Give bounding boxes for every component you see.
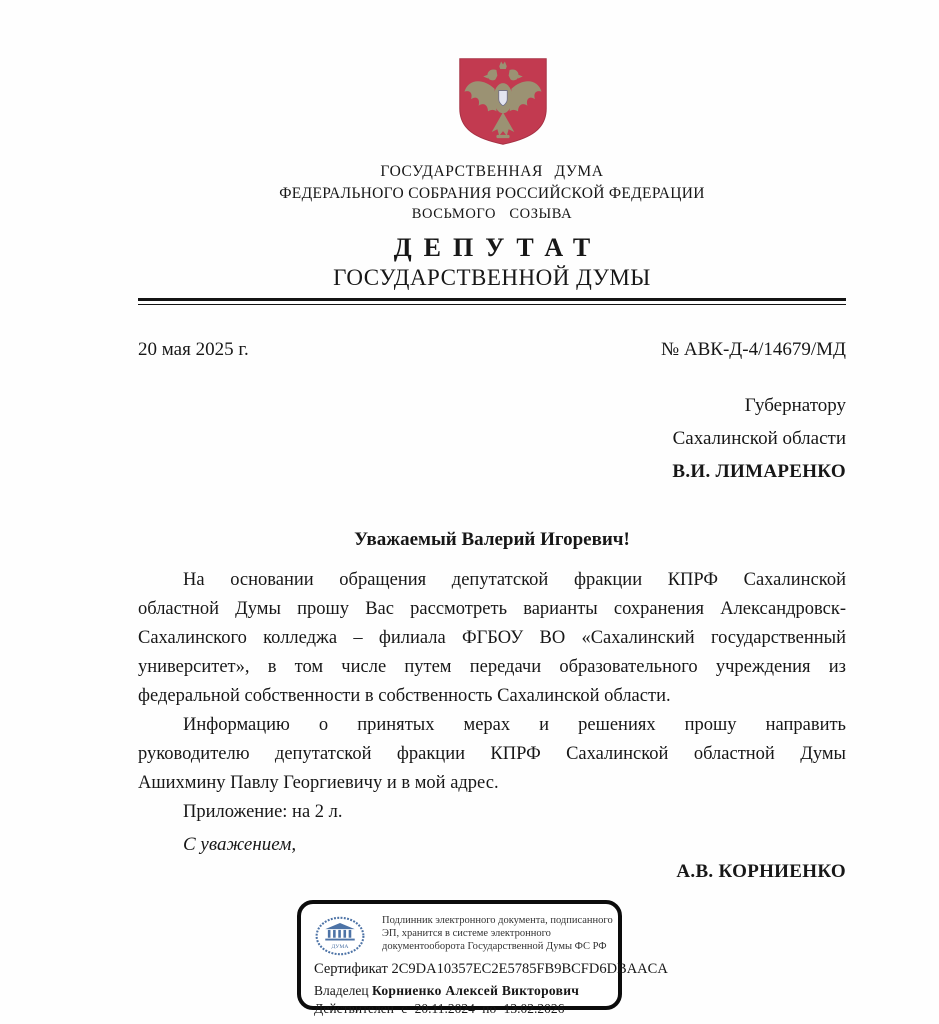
stamp-info-line: ЭП, хранится в системе электронного (382, 927, 551, 939)
stamp-info-line: Подлинник электронного документа, подписанного (382, 915, 613, 926)
letterhead (138, 161, 846, 292)
body-line: Приложение: на 2 л. (183, 802, 343, 822)
body-line: Ашихмину Павлу Георгиевичу и в мой адрес. (138, 773, 499, 793)
letter-date: 20 мая 2025 г. (138, 339, 249, 360)
russia-coat-of-arms-icon (456, 55, 550, 147)
closing-block (138, 833, 846, 884)
body-line: университет», в том числе путем передачи образовательного учреждения из (138, 657, 846, 677)
body-line: федеральной собственности в собственность Сахалинской области. (138, 686, 671, 706)
addressee-position: Губернатору (744, 395, 846, 416)
org-name-line2: ФЕДЕРАЛЬНОГО СОБРАНИЯ РОССИЙСКОЙ ФЕДЕРАЦИИ (279, 184, 705, 202)
body-paragraphs (138, 566, 846, 827)
reference-row (138, 338, 846, 362)
signer-name: А.В. КОРНИЕНКО (676, 861, 846, 882)
letter-number: № АВК-Д-4/14679/МД (661, 339, 846, 360)
stamp-validity: Действителен с 20.11.2024 по 13.02.2026 (314, 1001, 565, 1016)
body-line: Информацию о принятых мерах и решениях прошу направить (183, 715, 846, 735)
state-duma-emblem-icon (314, 916, 366, 956)
closing-regards: С уважением, (183, 834, 297, 855)
stamp-owner (314, 983, 579, 999)
letterhead-divider (138, 298, 846, 305)
body-line: Сахалинского колледжа – филиала ФГБОУ ВО «Сахалинский государственный (138, 628, 846, 648)
org-name-line1: ГОСУДАРСТВЕННАЯ ДУМА (380, 163, 604, 180)
body-line: руководителю депутатской фракции КПРФ Сахалинской областной Думы (138, 744, 846, 764)
org-convocation: ВОСЬМОГО СОЗЫВА (411, 206, 573, 222)
addressee-region: Сахалинской области (672, 428, 846, 449)
addressee-name: В.И. ЛИМАРЕНКО (672, 461, 846, 482)
owner-label: Владелец (314, 983, 369, 998)
addressee-block (138, 389, 846, 488)
certificate-value: 2C9DA10357EC2E5785FB9BCFD6DBAACA (391, 961, 668, 977)
letterhead-subtitle: ГОСУДАРСТВЕННОЙ ДУМЫ (333, 264, 651, 290)
certificate-label: Сертификат (314, 961, 388, 977)
stamp-info-line: документооборота Государственной Думы ФС РФ (382, 940, 607, 952)
owner-value: Корниенко Алексей Викторович (371, 983, 580, 998)
emblem-text: ДУМА (331, 944, 349, 951)
esignature-stamp (297, 900, 668, 1016)
body-line: На основании обращения депутатской фракции КПРФ Сахалинской (183, 570, 846, 590)
stamp-certificate (314, 961, 668, 978)
salutation: Уважаемый Валерий Игоревич! (354, 529, 630, 550)
letterhead-title: ДЕПУТАТ (393, 232, 603, 262)
stamp-info-lines (382, 915, 613, 953)
body-line: областной Думы прошу Вас рассмотреть варианты сохранения Александровск- (138, 599, 846, 619)
